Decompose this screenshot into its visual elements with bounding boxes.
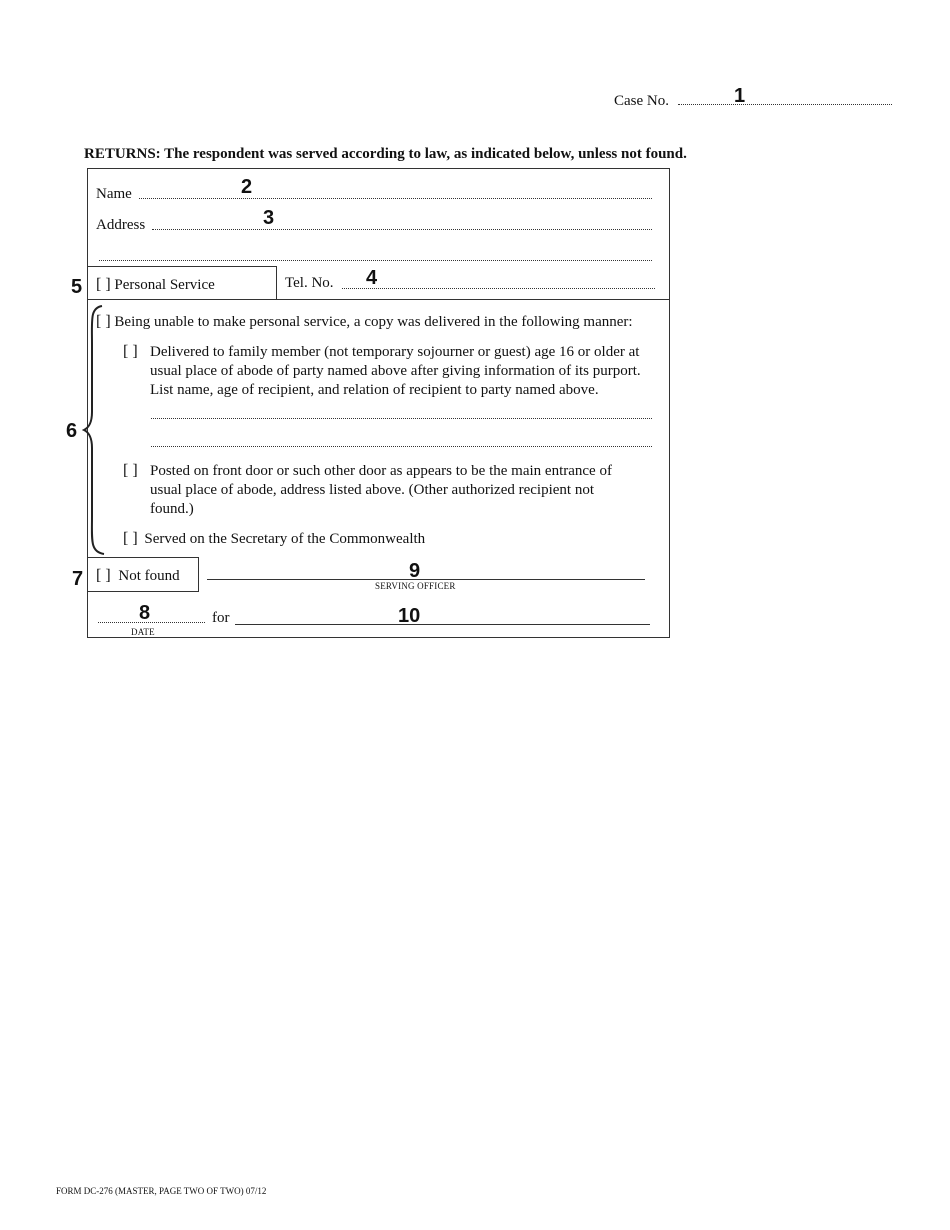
family-member-line-3: List name, age of recipient, and relation of recipient to party named above.: [150, 382, 599, 398]
address-field-line-2[interactable]: [99, 246, 652, 261]
serving-officer-field[interactable]: [207, 566, 645, 580]
family-member-line-2: usual place of abode of party named above after giving information of its purport.: [150, 363, 641, 379]
brace-icon: [82, 304, 106, 556]
not-found-option[interactable]: [96, 567, 180, 585]
callout-3: 3: [263, 207, 275, 229]
family-member-line-1: Delivered to family member (not temporary sojourner or guest) age 16 or older at: [150, 344, 640, 360]
personal-service-option[interactable]: [96, 276, 215, 294]
callout-8: 8: [139, 602, 151, 624]
not-found-checkbox[interactable]: [ ]: [96, 567, 111, 584]
name-label: Name: [96, 186, 132, 202]
address-label: Address: [96, 217, 146, 233]
date-caption: DATE: [131, 627, 155, 637]
posted-door-checkbox[interactable]: [ ]: [123, 462, 138, 479]
substitute-service-checkbox[interactable]: [ ]: [96, 313, 111, 330]
substitute-service-label: Being unable to make personal service, a copy was delivered in the following manner:: [114, 314, 633, 330]
returns-heading: RETURNS: The respondent was served according to law, as indicated below, unless not found.: [84, 146, 687, 162]
recipient-info-line-2[interactable]: [151, 434, 652, 447]
tel-field[interactable]: [342, 274, 655, 289]
not-found-label: Not found: [118, 568, 180, 584]
personal-service-label: Personal Service: [114, 277, 215, 293]
serving-officer-caption: SERVING OFFICER: [375, 581, 456, 591]
secretary-option[interactable]: [123, 530, 425, 548]
callout-5: 5: [71, 276, 83, 298]
posted-door-text: [150, 462, 612, 518]
for-field[interactable]: [235, 611, 650, 625]
callout-4: 4: [366, 267, 378, 289]
date-field[interactable]: [98, 610, 205, 623]
callout-9: 9: [409, 560, 421, 582]
secretary-label: Served on the Secretary of the Commonwealth: [144, 531, 426, 547]
callout-6: 6: [66, 420, 78, 442]
address-field[interactable]: [152, 215, 652, 230]
substitute-service-option[interactable]: [96, 313, 633, 331]
form-footer: FORM DC-276 (MASTER, PAGE TWO OF TWO) 07/12: [56, 1186, 267, 1196]
case-number-label: Case No.: [614, 93, 669, 109]
family-member-text: [150, 343, 641, 399]
posted-door-line-1: Posted on front door or such other door as appears to be the main entrance of: [150, 463, 612, 479]
callout-7: 7: [72, 568, 84, 590]
tel-label: Tel. No.: [285, 275, 334, 291]
callout-10: 10: [398, 605, 421, 627]
callout-1: 1: [734, 85, 746, 107]
name-field[interactable]: [139, 184, 652, 199]
callout-2: 2: [241, 176, 253, 198]
case-number-field[interactable]: [678, 90, 892, 105]
personal-service-checkbox[interactable]: [ ]: [96, 276, 111, 293]
posted-door-line-3: found.): [150, 501, 194, 517]
for-label: for: [212, 610, 230, 626]
posted-door-line-2: usual place of abode, address listed above. (Other authorized recipient not: [150, 482, 595, 498]
family-member-checkbox[interactable]: [ ]: [123, 343, 138, 360]
recipient-info-line-1[interactable]: [151, 406, 652, 419]
secretary-checkbox[interactable]: [ ]: [123, 530, 138, 547]
